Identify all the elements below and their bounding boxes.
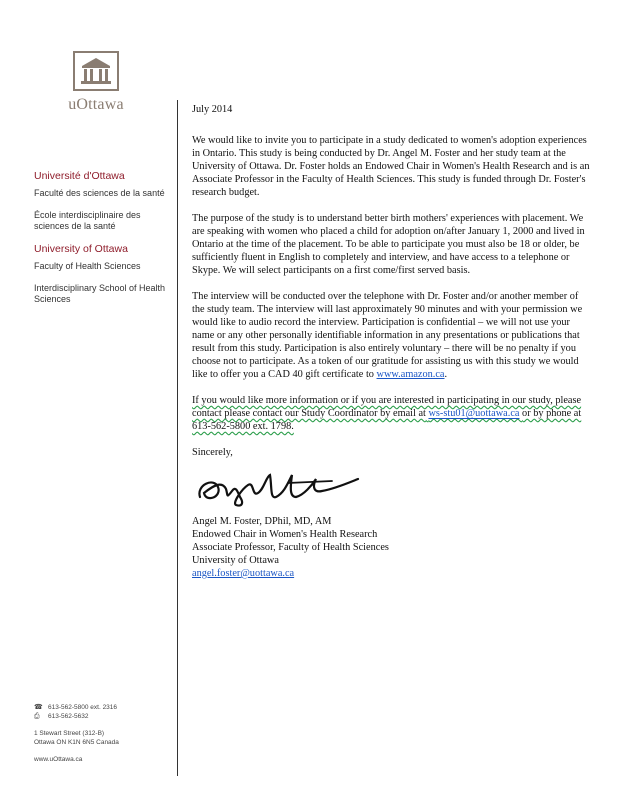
paragraph-contact-text: If you would like more information or if you are interested in participating in our study, please contact please contact our Study Coordinator by email at bbox=[192, 395, 582, 419]
paragraph-interview bbox=[192, 290, 592, 381]
fax-row bbox=[34, 712, 119, 721]
en-faculty: Faculty of Health Sciences bbox=[34, 261, 141, 271]
handwritten-signature bbox=[192, 463, 592, 511]
signer-title-2: Associate Professor, Faculty of Health Sciences bbox=[192, 542, 389, 553]
signer-block bbox=[192, 515, 592, 580]
paragraph-interview-text: The interview will be conducted over the telephone with Dr. Foster and/or another member of the study team. The interview will last approximately 90 minutes and with your permission we would like to audio record the interview. Participation is confidential – we will not use your name or any other personally identifiable information in any presentations or publications that result from this study. Participation is also entirely voluntary – there will be no penalty if you choose not to participate. As a token of our gratitude for assisting us with this study we would like to offer you a CAD 40 gift certificate to bbox=[192, 291, 583, 380]
signer-title-1: Endowed Chair in Women's Health Research bbox=[192, 529, 378, 540]
paragraph-invitation: We would like to invite you to participate in a study dedicated to women's adoption experiences in Ontario. This study is being conducted by Dr. Angel M. Foster and her study team at the University of Ottawa. Dr. Foster holds an Endowed Chair in Women's Health Research and is an Associate Professor in the Faculty of Health Sciences. This study is funded through Dr. Foster's research budget. bbox=[192, 135, 590, 198]
amazon-link[interactable]: www.amazon.ca bbox=[376, 369, 445, 380]
sidebar bbox=[34, 170, 174, 316]
paragraph-purpose: The purpose of the study is to understand better birth mothers' experiences with placement. We are speaking with women who placed a child for adoption on/after January 1, 2000 and lived in Ontario at the time of the placement. To be able to participate you must also be 18 or older, be sufficiently fluent in English to completely and interview, and have access to a telephone or Skype. We will select participants on a first come/first served basis. bbox=[192, 213, 585, 276]
signer-name: Angel M. Foster, DPhil, MD, AM bbox=[192, 516, 332, 527]
university-building-icon bbox=[70, 50, 122, 92]
letter-date: July 2014 bbox=[192, 104, 233, 115]
brand-wordmark: uOttawa bbox=[68, 96, 124, 113]
closing: Sincerely, bbox=[192, 447, 233, 458]
en-school: Interdisciplinary School of Health Sciences bbox=[34, 283, 166, 304]
fr-university-heading: Université d'Ottawa bbox=[34, 170, 125, 182]
fax-icon: ⎙ bbox=[34, 713, 40, 720]
study-email-link[interactable]: ws-stu01@uottawa.ca bbox=[428, 408, 520, 419]
phone-row bbox=[34, 703, 119, 712]
address-line-1: 1 Stewart Street (312-B) bbox=[34, 730, 105, 737]
address bbox=[34, 729, 119, 747]
signer-email-link[interactable]: angel.foster@uottawa.ca bbox=[192, 568, 295, 579]
university-logo bbox=[50, 50, 142, 120]
address-line-2: Ottawa ON K1N 6N5 Canada bbox=[34, 739, 119, 746]
paragraph-contact-end: or by phone at 613-562-5800 ext. 1798. bbox=[192, 408, 582, 432]
website[interactable]: www.uOttawa.ca bbox=[34, 756, 83, 763]
phone-number: 613-562-5800 ext. 2316 bbox=[48, 704, 118, 711]
fr-school: École interdisciplinaire des sciences de la santé bbox=[34, 210, 141, 231]
paragraph-interview-end: . bbox=[444, 369, 448, 380]
letter-body bbox=[192, 103, 592, 580]
fr-faculty: Faculté des sciences de la santé bbox=[34, 188, 165, 198]
signer-organization: University of Ottawa bbox=[192, 555, 279, 566]
contact-block bbox=[34, 703, 119, 764]
fax-number: 613-562-5632 bbox=[48, 713, 89, 720]
en-university-heading: University of Ottawa bbox=[34, 243, 128, 255]
phone-icon: ☎ bbox=[34, 704, 43, 711]
vertical-divider bbox=[177, 100, 178, 776]
paragraph-contact bbox=[192, 394, 592, 433]
